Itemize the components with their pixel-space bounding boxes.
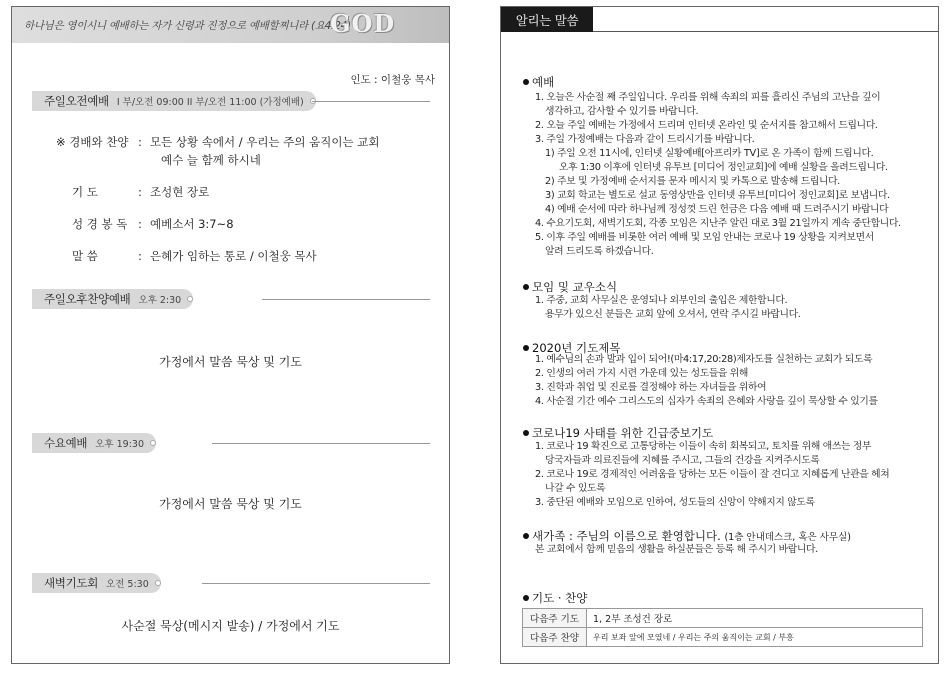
section-head-newcomer: 새가족 : 주님의 이름으로 환영합니다. (1층 안내데스크, 혹은 사무실) bbox=[523, 528, 851, 544]
section-dawn-prayer: 새벽기도회 오전 5:30 bbox=[32, 573, 161, 593]
divider bbox=[202, 583, 430, 584]
dawn-content: 사순절 묵상(메시지 발송) / 가정에서 기도 bbox=[121, 619, 340, 633]
order-sermon: 말 씀 : 은혜가 임하는 통로 / 이철웅 목사 bbox=[72, 249, 317, 263]
list-item: 1. 오늘은 사순절 째 주일입니다. 우리를 위해 속죄의 피를 흘리신 주님의 고난을 깊이 bbox=[535, 92, 881, 103]
bullet-icon bbox=[523, 595, 529, 601]
list-item: 3. 주일 가정예배는 다음과 같이 드리시기를 바랍니다. bbox=[535, 134, 755, 145]
bullet-icon bbox=[523, 345, 529, 351]
table-key: 다음주 찬양 bbox=[523, 628, 587, 647]
list-item: 2. 인생의 여러 가지 시련 가운데 있는 성도들을 위해 bbox=[535, 368, 749, 379]
divider bbox=[262, 299, 430, 300]
list-item: 3) 교회 학교는 별도로 설교 동영상만을 인터넷 유투브[미디어 정인교회]로 보냅니다. bbox=[545, 190, 890, 201]
list-item: 1. 주중, 교회 사무실은 운영되나 외부인의 출입은 제한합니다. bbox=[535, 295, 788, 306]
section-head-prayer2020: 2020년 기도제목 bbox=[523, 340, 620, 356]
bullet-icon bbox=[523, 284, 529, 290]
list-item: 3. 중단된 예배와 모임으로 인하여, 성도들의 신앙이 약해지지 않도록 bbox=[535, 497, 815, 508]
list-item: 2. 오늘 주일 예배는 가정에서 드리며 인터넷 온라인 및 순서지를 참고해서 드립니다. bbox=[535, 120, 878, 131]
list-item: 생각하고, 감사할 수 있기를 바랍니다. bbox=[545, 106, 699, 117]
section-morning-worship bbox=[32, 91, 316, 111]
table-row bbox=[523, 628, 923, 647]
divider bbox=[593, 31, 939, 32]
scripture-banner bbox=[12, 7, 449, 43]
bullet-icon bbox=[523, 79, 529, 85]
order-praise: ※ 경배와 찬양 : 모든 상황 속에서 / 우리는 주의 움직이는 교회 bbox=[56, 135, 380, 149]
section-time: I 부/오전 09:00 II 부/오전 11:00 (가정예배) bbox=[116, 97, 304, 108]
dot-icon bbox=[155, 580, 161, 586]
list-item: 2) 주보 및 가정예배 순서지를 문자 메시지 및 카톡으로 발송해 드립니다. bbox=[545, 176, 840, 187]
section-head-meeting: 모임 및 교우소식 bbox=[523, 279, 617, 295]
divider bbox=[312, 101, 430, 102]
list-item: 4. 사순절 기간 예수 그리스도의 십자가 속죄의 은혜와 사랑을 깊이 묵상할 수 있기를 bbox=[535, 396, 878, 407]
list-item: 알려 드리도록 하겠습니다. bbox=[545, 246, 654, 257]
list-item: 나갈 수 있도록 bbox=[545, 483, 606, 494]
notice-title: 알리는 말씀 bbox=[501, 7, 593, 32]
list-item: 5. 이후 주일 예배를 비롯한 여러 예배 및 모임 안내는 코로나 19 상황을 지켜보면서 bbox=[535, 232, 874, 243]
worship-order-page bbox=[11, 6, 450, 664]
preacher-label: 인도 : 이철웅 목사 bbox=[350, 74, 435, 86]
god-logo: GOD bbox=[330, 9, 396, 38]
table-key: 다음주 기도 bbox=[523, 609, 587, 628]
section-head-worship: 예배 bbox=[523, 74, 554, 90]
table-value: 우리 보좌 앞에 모였네 / 우리는 주의 움직이는 교회 / 부흥 bbox=[587, 628, 923, 647]
divider bbox=[212, 443, 430, 444]
list-item: 1. 코로나 19 확진으로 고통당하는 이들이 속히 회복되고, 토치를 위해 애쓰는 정부 bbox=[535, 441, 872, 452]
table-value: 1, 2부 조성건 장로 bbox=[587, 609, 923, 628]
list-item: 4. 수요기도회, 새벽기도회, 각종 모임은 지난주 알린 대로 3월 21일까지 계속 중단합니다. bbox=[535, 218, 901, 229]
section-title: 주일오전예배 bbox=[44, 94, 109, 108]
list-item: 오후 1:30 이후에 인터넷 유투브 [미디어 정인교회]에 예배 실황을 올려드립니다. bbox=[559, 162, 888, 173]
dot-icon bbox=[187, 296, 193, 302]
list-item: 2. 코로나 19로 경제적인 어려움을 당하는 모든 이들이 잘 견디고 지혜롭게 난관을 헤쳐 bbox=[535, 469, 890, 480]
list-item: 본 교회에서 함께 믿음의 생활을 하실분들은 등록 해 주시기 바랍니다. bbox=[535, 544, 818, 555]
list-item: 3. 진학과 취업 및 진로를 결정해야 하는 자녀들을 위하여 bbox=[535, 382, 767, 393]
list-item: 당국자들과 의료진들에 지혜를 주시고, 그들의 건강을 지켜주시도록 bbox=[545, 455, 820, 466]
section-head-corona: 코로나19 사태를 위한 긴급중보기도 bbox=[523, 425, 713, 441]
list-item: 1. 예수님의 손과 발과 입이 되어!(마4:17,20:28)제자도를 실천하는 교회가 되도록 bbox=[535, 354, 873, 365]
section-wednesday-worship: 수요예배 오후 19:30 bbox=[32, 433, 156, 453]
bullet-icon bbox=[523, 533, 529, 539]
banner-scripture-text: 하나님은 영이시니 예배하는 자가 신령과 진정으로 예배할찌니라 (요4:24) bbox=[24, 20, 351, 32]
dot-icon bbox=[150, 440, 156, 446]
order-praise-cont: 예수 늘 함께 하시네 bbox=[161, 153, 261, 167]
wednesday-content: 가정에서 말씀 묵상 및 기도 bbox=[159, 497, 302, 511]
list-item: 용무가 있으신 분들은 교회 앞에 오셔서, 연락 주시길 바랍니다. bbox=[545, 309, 801, 320]
section-head-prayer-praise: 기도 · 찬양 bbox=[523, 590, 587, 606]
bullet-icon bbox=[523, 430, 529, 436]
list-item: 4) 예배 순서에 따라 하나님께 정성껏 드린 헌금은 다음 예배 때 드려주시기 바랍니다 bbox=[545, 204, 889, 215]
prayer-praise-table bbox=[522, 608, 923, 647]
order-prayer: 기 도 : 조성현 장로 bbox=[72, 185, 210, 199]
order-scripture: 성 경 봉 독 : 예베소서 3:7~8 bbox=[72, 217, 234, 231]
notice-page bbox=[500, 6, 939, 664]
table-row bbox=[523, 609, 923, 628]
section-afternoon-worship: 주일오후찬양예배 오후 2:30 bbox=[32, 289, 193, 309]
afternoon-content: 가정에서 말씀 묵상 및 기도 bbox=[159, 355, 302, 369]
list-item: 1) 주일 오전 11시에, 인터넷 실황예배[아프리카 TV]로 온 가족이 함께 드립니다. bbox=[545, 148, 874, 159]
